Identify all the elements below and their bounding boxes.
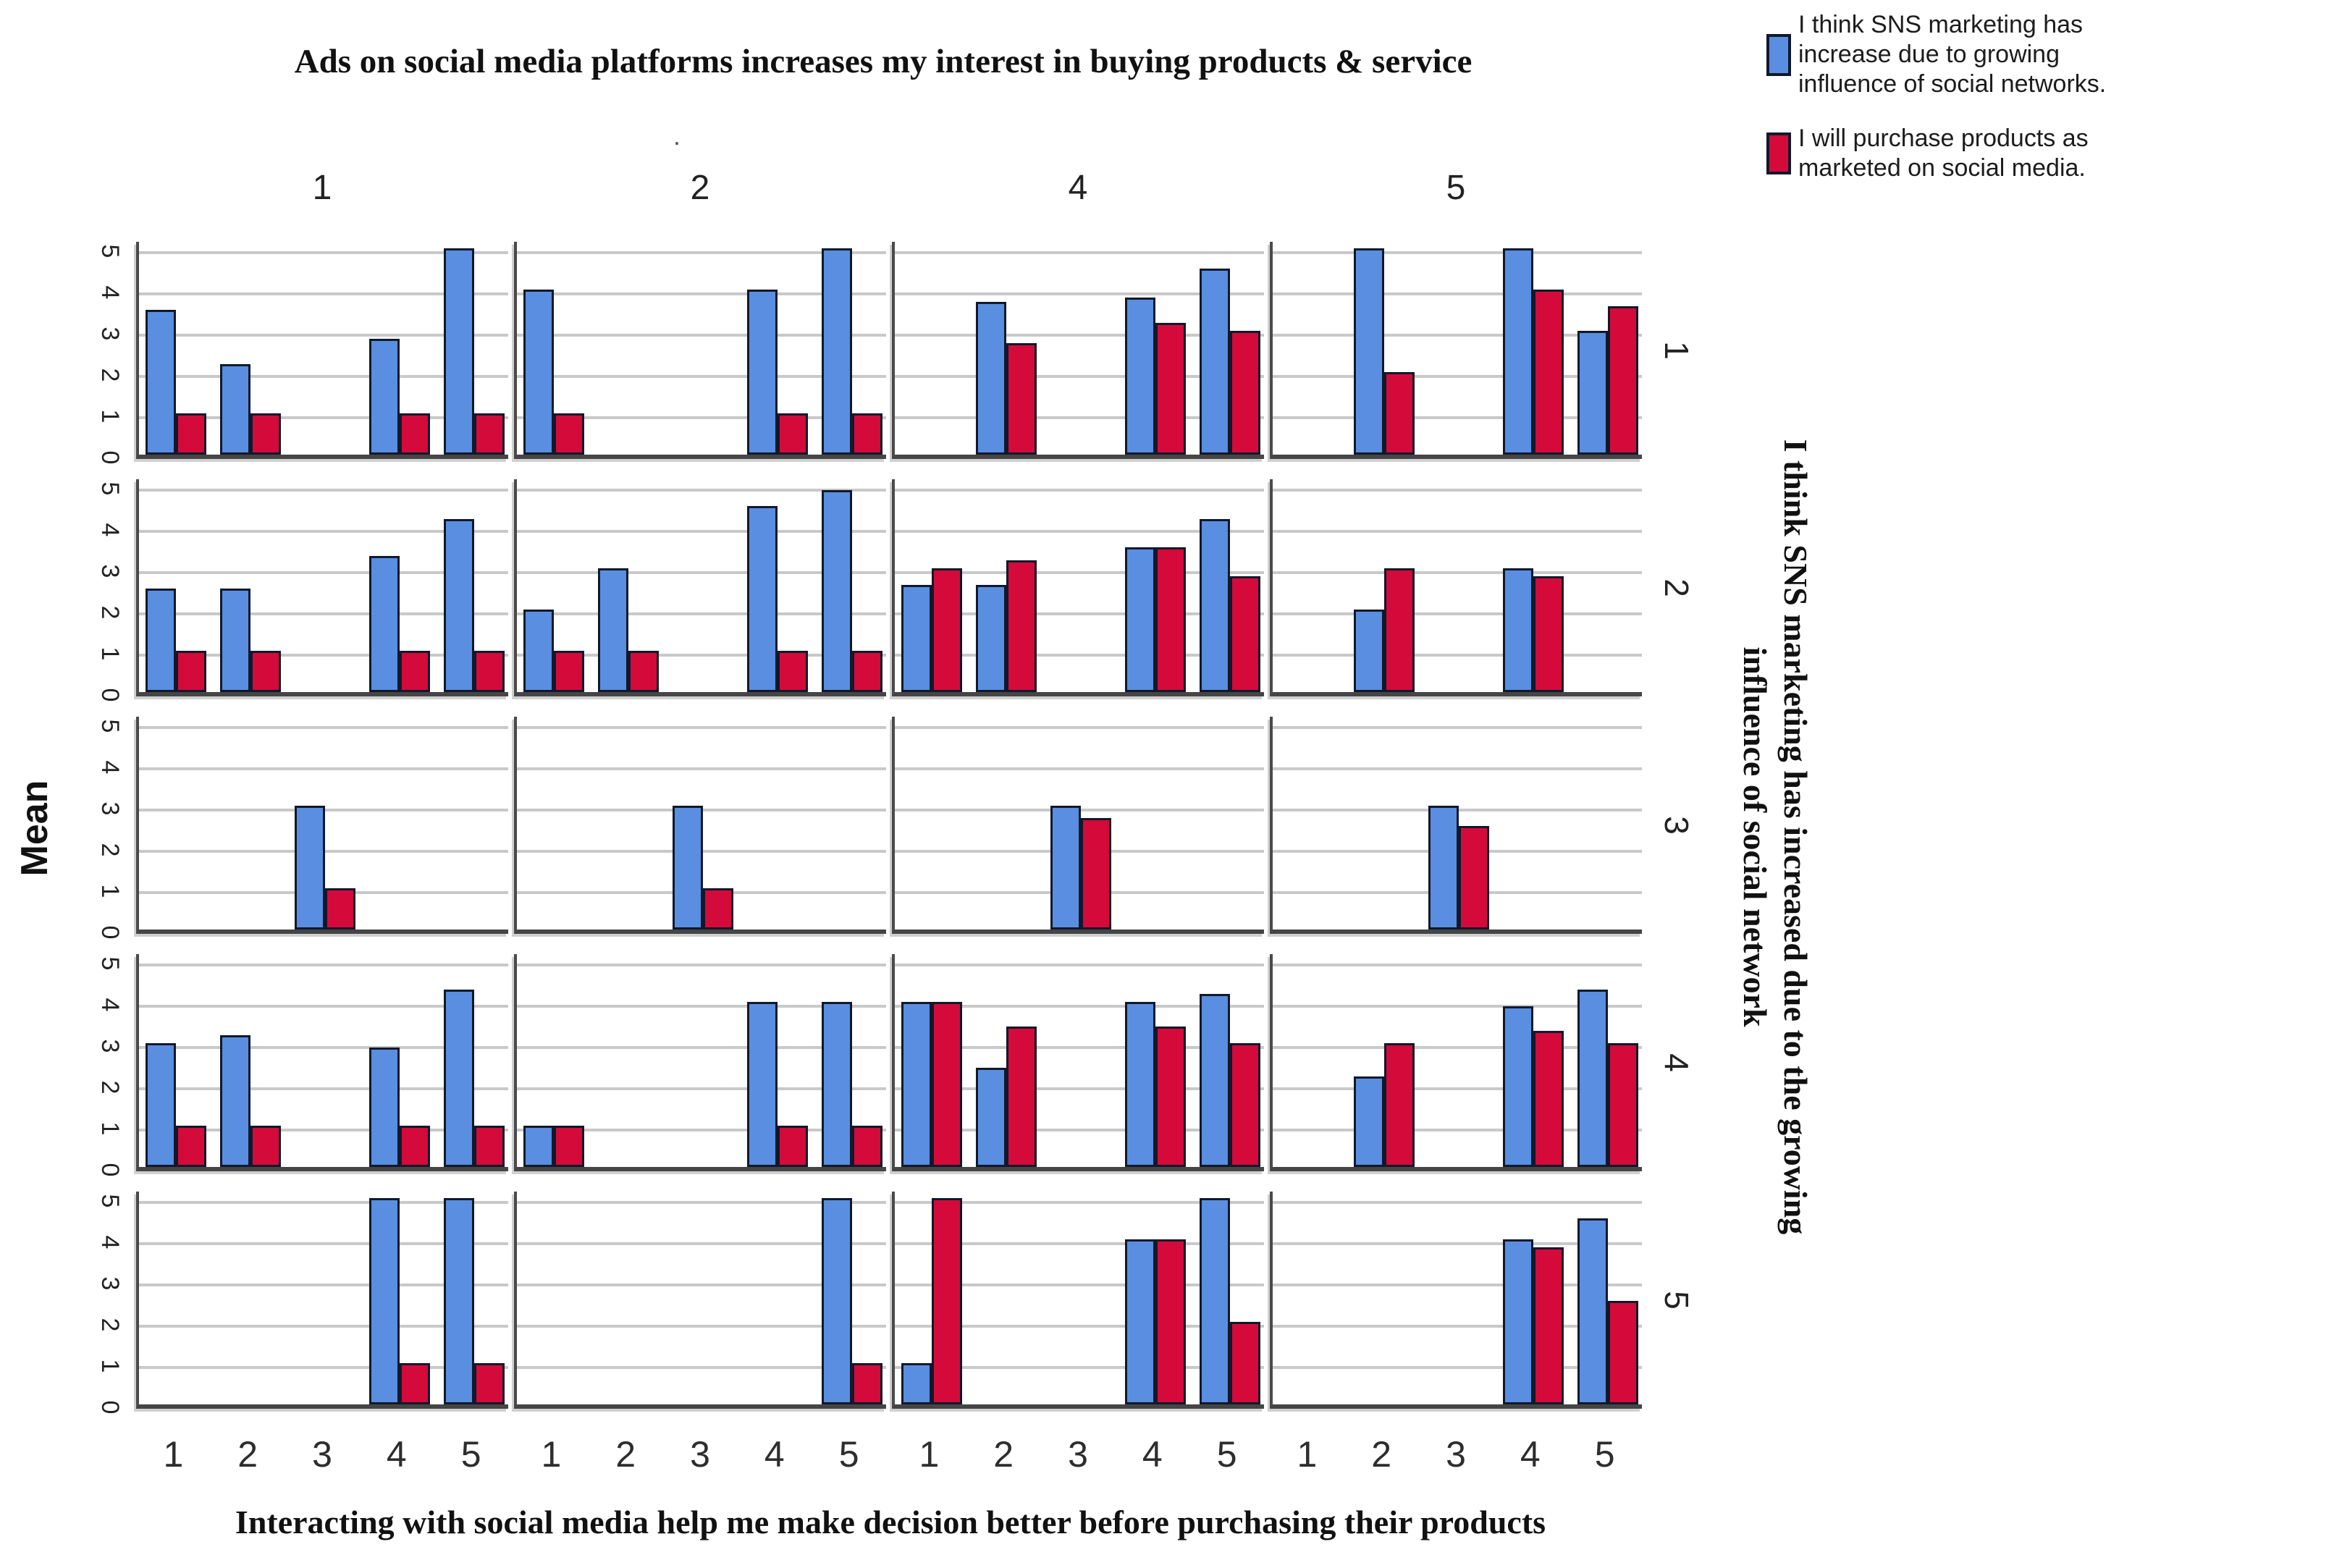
y-tick-label: 5 (96, 244, 124, 258)
subtitle-period-mark: . (673, 123, 681, 151)
x-tick-label: 1 (541, 1434, 562, 1475)
gridline-y5 (1273, 1201, 1642, 1204)
bar-purchase (250, 651, 281, 692)
facet-panel-r1-c4 (892, 242, 1264, 459)
bar-sns-influence (444, 248, 474, 455)
x-tick-label: 2 (993, 1434, 1014, 1475)
bar-sns-influence (1503, 568, 1533, 692)
bar-purchase (1384, 372, 1415, 455)
bar-sns-influence (146, 1043, 176, 1167)
x-tick-label: 1 (919, 1434, 940, 1475)
bar-sns-influence (369, 339, 400, 455)
x-tick-label: 3 (312, 1434, 332, 1475)
facet-panel-r4-c5 (1270, 954, 1642, 1171)
bar-sns-influence (747, 1002, 778, 1167)
y-tick-label: 0 (96, 450, 124, 465)
bar-sns-influence (1125, 547, 1155, 692)
bar-sns-influence (822, 1198, 852, 1404)
bar-purchase (250, 1126, 281, 1167)
x-tick-label: 1 (163, 1434, 184, 1475)
bar-sns-influence (1577, 331, 1608, 455)
bar-sns-influence (1125, 1239, 1155, 1404)
bar-sns-influence (1125, 1002, 1155, 1167)
x-tick-label: 4 (764, 1434, 785, 1475)
bar-purchase (703, 888, 733, 930)
y-tick-label: 5 (96, 1194, 124, 1208)
bar-purchase (1230, 1322, 1260, 1404)
bar-purchase (1230, 331, 1260, 455)
bar-purchase (628, 651, 659, 692)
facet-panel-r3-c5 (1270, 717, 1642, 934)
y-tick-label: 0 (96, 1400, 124, 1415)
bar-sns-influence (1503, 1239, 1533, 1404)
bar-sns-influence (523, 1126, 554, 1167)
bar-sns-influence (901, 1002, 932, 1167)
bar-purchase (400, 1363, 430, 1404)
gridline-y2 (1273, 612, 1642, 615)
bar-purchase (1006, 1027, 1037, 1167)
bar-purchase (176, 1126, 206, 1167)
x-tick-label: 5 (1594, 1434, 1615, 1475)
bar-sns-influence (1200, 269, 1230, 455)
bar-sns-influence (1577, 990, 1608, 1167)
legend-line: influence of social networks. (1798, 70, 2107, 98)
bar-sns-influence (976, 302, 1006, 455)
legend-line: I think SNS marketing has (1798, 11, 2084, 38)
y-tick-label: 2 (96, 843, 124, 857)
y-tick-label: 4 (96, 998, 124, 1012)
facet-panel-r2-c4 (892, 479, 1264, 696)
bar-purchase (1384, 1043, 1415, 1167)
facet-panel-r2-c1 (136, 479, 508, 696)
gridline-y5 (1273, 251, 1642, 254)
bar-purchase (778, 413, 808, 455)
bar-sns-influence (444, 1198, 474, 1404)
y-tick-label: 3 (96, 1039, 124, 1053)
bar-purchase (932, 568, 962, 692)
bar-sns-influence (1354, 610, 1384, 692)
bar-purchase (932, 1198, 962, 1404)
gridline-y3 (1273, 571, 1642, 574)
bar-sns-influence (146, 310, 176, 455)
bar-purchase (1459, 826, 1489, 930)
bar-purchase (1608, 1301, 1638, 1404)
row-facet-label: 5 (1658, 1291, 1695, 1310)
bar-sns-influence (901, 585, 932, 692)
x-tick-label: 5 (1216, 1434, 1237, 1475)
facet-panel-r4-c4 (892, 954, 1264, 1171)
y-tick-label: 3 (96, 564, 124, 578)
facet-panel-r1-c1 (136, 242, 508, 459)
legend-item-purchase (1766, 124, 2106, 183)
bar-sns-influence (822, 490, 852, 692)
bar-purchase (1155, 323, 1186, 455)
bar-sns-influence (1354, 1076, 1384, 1167)
y-tick-label: 1 (96, 1121, 124, 1136)
x-tick-label: 4 (1142, 1434, 1163, 1475)
bar-sns-influence (146, 589, 176, 692)
legend-line: increase due to growing (1798, 41, 2060, 68)
bar-purchase (1608, 1043, 1638, 1167)
y-tick-label: 4 (96, 285, 124, 300)
bar-purchase (474, 651, 505, 692)
x-tick-label: 4 (1520, 1434, 1541, 1475)
y-tick-label: 0 (96, 925, 124, 940)
bar-purchase (852, 651, 882, 692)
bar-sns-influence (1354, 248, 1384, 455)
gridline-y4 (139, 767, 508, 770)
x-tick-label: 1 (1297, 1434, 1318, 1475)
bar-sns-influence (1200, 994, 1230, 1167)
right-axis-line: influence of social network (1737, 646, 1774, 1027)
x-tick-label: 5 (460, 1434, 481, 1475)
y-tick-label: 0 (96, 1163, 124, 1177)
right-facet-axis-title (1732, 265, 1816, 1409)
row-facet-label: 1 (1658, 341, 1695, 360)
gridline-y4 (1273, 292, 1642, 295)
gridline-y5 (1273, 726, 1642, 729)
facet-panel-r2-c2 (514, 479, 886, 696)
row-facet-label: 2 (1658, 578, 1695, 597)
bar-purchase (1533, 290, 1564, 455)
legend-line: I will purchase products as (1798, 125, 2089, 152)
y-tick-label: 1 (96, 409, 124, 423)
bar-purchase (1533, 576, 1564, 692)
legend (1766, 10, 2106, 208)
bar-purchase (325, 888, 355, 930)
legend-swatch-blue (1766, 34, 1791, 76)
bar-sns-influence (220, 589, 250, 692)
x-tick-label: 3 (1068, 1434, 1088, 1475)
col-facet-label: 4 (1068, 169, 1088, 207)
gridline-y5 (517, 726, 886, 729)
bar-purchase (778, 1126, 808, 1167)
bar-purchase (1155, 547, 1186, 692)
bar-sns-influence (1503, 248, 1533, 455)
bar-sns-influence (369, 1198, 400, 1404)
y-tick-label: 1 (96, 884, 124, 898)
bar-purchase (852, 1126, 882, 1167)
gridline-y1 (1273, 654, 1642, 657)
bar-purchase (1533, 1031, 1564, 1167)
bar-purchase (778, 651, 808, 692)
bar-purchase (1230, 576, 1260, 692)
y-tick-label: 0 (96, 688, 124, 702)
bar-sns-influence (1200, 1198, 1230, 1404)
x-tick-label: 2 (615, 1434, 636, 1475)
bar-sns-influence (295, 806, 325, 930)
bar-purchase (852, 1363, 882, 1404)
x-tick-label: 3 (1446, 1434, 1466, 1475)
bar-sns-influence (220, 1035, 250, 1167)
bar-sns-influence (444, 519, 474, 692)
bar-sns-influence (976, 1068, 1006, 1167)
col-facet-label: 2 (690, 169, 710, 207)
gridline-y4 (1273, 767, 1642, 770)
legend-line: marketed on social media. (1798, 154, 2086, 182)
y-axis-title: Mean (14, 780, 56, 877)
bar-purchase (932, 1002, 962, 1167)
facet-panel-r1-c2 (514, 242, 886, 459)
y-tick-label: 2 (96, 1080, 124, 1095)
gridline-y5 (139, 489, 508, 492)
gridline-y5 (895, 251, 1264, 254)
y-tick-label: 5 (96, 481, 124, 496)
bar-purchase (1006, 343, 1037, 455)
facet-panel-r5-c1 (136, 1192, 508, 1409)
gridline-y4 (1273, 530, 1642, 533)
gridline-y4 (517, 767, 886, 770)
bar-sns-influence (822, 248, 852, 455)
y-tick-label: 2 (96, 605, 124, 620)
bar-sns-influence (822, 1002, 852, 1167)
gridline-y5 (895, 964, 1264, 966)
y-tick-label: 5 (96, 719, 124, 733)
bar-purchase (1533, 1247, 1564, 1404)
bar-purchase (1230, 1043, 1260, 1167)
facet-panel-r5-c4 (892, 1192, 1264, 1409)
bar-sns-influence (369, 556, 400, 692)
legend-swatch-red (1766, 132, 1791, 174)
y-tick-label: 1 (96, 1359, 124, 1373)
bar-sns-influence (598, 568, 628, 692)
x-tick-label: 3 (690, 1434, 710, 1475)
right-axis-line: I think SNS marketing has increased due to the growing (1777, 439, 1814, 1235)
bar-purchase (1006, 560, 1037, 692)
bar-purchase (400, 651, 430, 692)
bar-sns-influence (976, 585, 1006, 692)
x-axis-title: Interacting with social media help me make decision better before purchasing their products (235, 1504, 1546, 1540)
bar-purchase (852, 413, 882, 455)
facet-panel-r4-c2 (514, 954, 886, 1171)
bar-sns-influence (523, 610, 554, 692)
chart-title: Ads on social media platforms increases my interest in buying products & service (294, 43, 1473, 80)
bar-purchase (400, 413, 430, 455)
gridline-y5 (1273, 964, 1642, 966)
bar-purchase (176, 651, 206, 692)
bar-sns-influence (1125, 298, 1155, 455)
bar-sns-influence (1503, 1006, 1533, 1167)
bar-sns-influence (523, 290, 554, 455)
y-tick-label: 4 (96, 523, 124, 537)
bar-purchase (474, 413, 505, 455)
bar-sns-influence (369, 1048, 400, 1167)
bar-purchase (554, 413, 584, 455)
bar-sns-influence (747, 506, 778, 692)
bar-purchase (1155, 1027, 1186, 1167)
facet-panel-r3-c1 (136, 717, 508, 934)
gridline-y5 (895, 489, 1264, 492)
bar-purchase (176, 413, 206, 455)
facet-panel-r3-c4 (892, 717, 1264, 934)
gridline-y5 (139, 726, 508, 729)
y-tick-label: 2 (96, 368, 124, 382)
col-facet-label: 5 (1446, 169, 1466, 207)
bar-sns-influence (1428, 806, 1459, 930)
facet-panel-r5-c5 (1270, 1192, 1642, 1409)
gridline-y5 (139, 964, 508, 966)
gridline-y5 (1273, 489, 1642, 492)
bar-sns-influence (673, 806, 703, 930)
x-tick-label: 5 (838, 1434, 859, 1475)
col-facet-label: 1 (312, 169, 332, 207)
bar-sns-influence (220, 364, 250, 455)
bar-sns-influence (901, 1363, 932, 1404)
bar-purchase (1081, 818, 1111, 930)
y-tick-label: 1 (96, 646, 124, 661)
bar-sns-influence (1577, 1218, 1608, 1404)
row-facet-label: 3 (1658, 816, 1695, 835)
y-tick-label: 3 (96, 1276, 124, 1291)
row-facet-label: 4 (1658, 1053, 1695, 1072)
bar-purchase (1384, 568, 1415, 692)
y-tick-label: 4 (96, 1235, 124, 1249)
facet-panel-r4-c1 (136, 954, 508, 1171)
bar-purchase (1608, 306, 1638, 455)
bar-purchase (250, 413, 281, 455)
bar-sns-influence (1050, 806, 1081, 930)
y-tick-label: 2 (96, 1318, 124, 1332)
bar-purchase (474, 1363, 505, 1404)
bar-sns-influence (747, 290, 778, 455)
gridline-y5 (895, 726, 1264, 729)
bar-purchase (554, 651, 584, 692)
gridline-y5 (517, 964, 886, 966)
legend-item-sns-influence (1766, 10, 2106, 99)
bar-purchase (474, 1126, 505, 1167)
legend-label-sns-influence (1798, 10, 2106, 99)
bar-purchase (1155, 1239, 1186, 1404)
y-tick-label: 3 (96, 326, 124, 341)
x-tick-label: 4 (386, 1434, 407, 1475)
bar-purchase (554, 1126, 584, 1167)
y-tick-label: 4 (96, 760, 124, 775)
facet-panel-r2-c5 (1270, 479, 1642, 696)
legend-label-purchase (1798, 124, 2089, 183)
facet-panel-r3-c2 (514, 717, 886, 934)
gridline-y4 (895, 767, 1264, 770)
y-tick-label: 5 (96, 956, 124, 971)
y-tick-label: 3 (96, 801, 124, 816)
bar-sns-influence (444, 990, 474, 1167)
x-tick-label: 2 (1371, 1434, 1392, 1475)
bar-purchase (400, 1126, 430, 1167)
facet-panel-r1-c5 (1270, 242, 1642, 459)
facet-panel-r5-c2 (514, 1192, 886, 1409)
x-tick-label: 2 (237, 1434, 258, 1475)
bar-sns-influence (1200, 519, 1230, 692)
